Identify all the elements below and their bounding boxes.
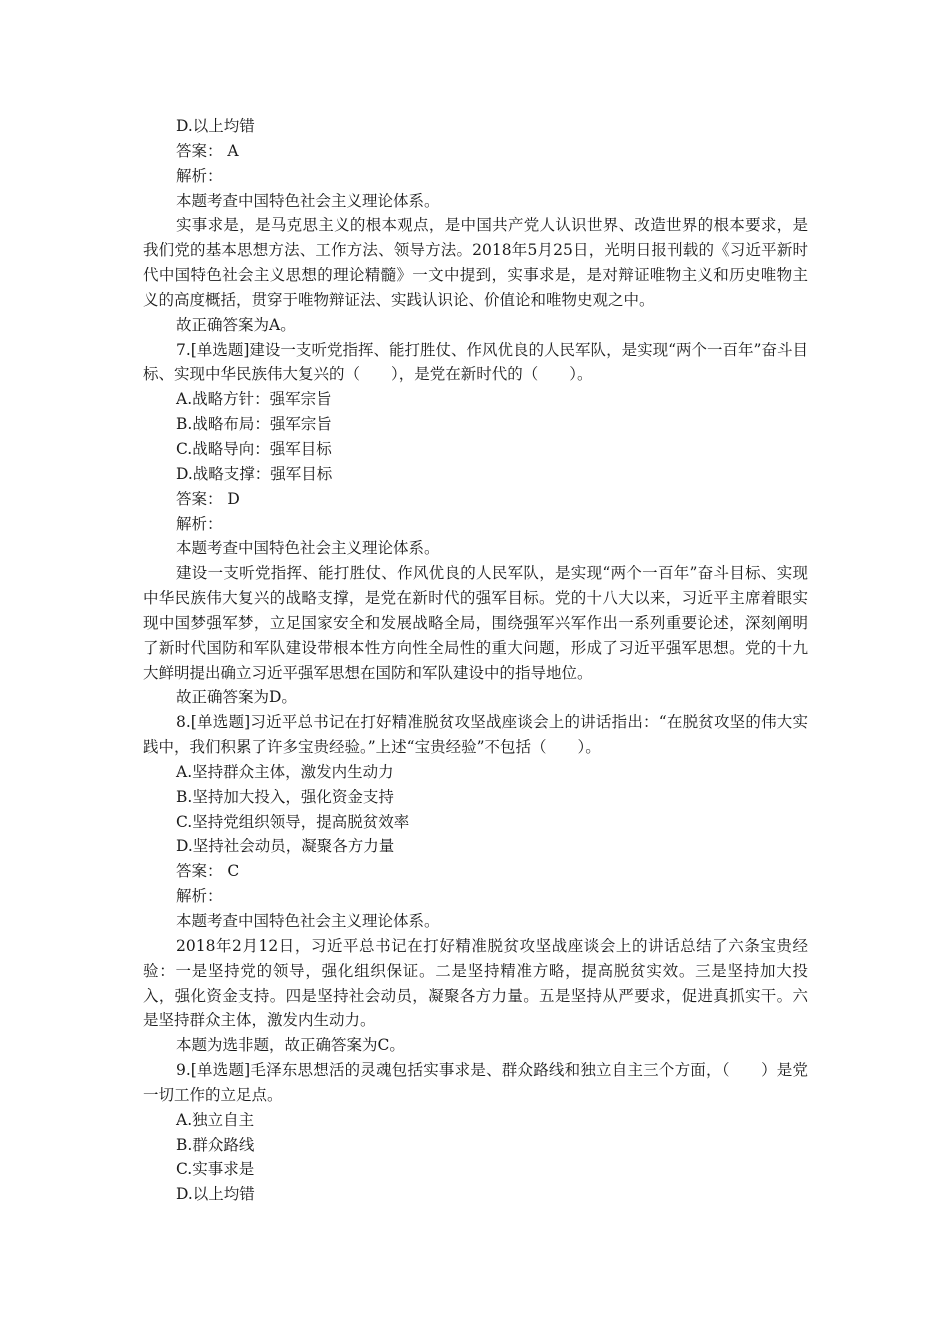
q6-analysis-topic: 本题考查中国特色社会主义理论体系。: [176, 191, 440, 210]
q7-analysis-topic: 本题考查中国特色社会主义理论体系。: [176, 539, 440, 558]
q9-option-c: C.实事求是: [176, 1160, 255, 1179]
q7-option-d: D.战略支撑：强军目标: [176, 464, 333, 483]
q8-option-b: B.坚持加大投入，强化资金支持: [176, 787, 394, 806]
q7-option-b: B.战略布局：强军宗旨: [176, 415, 332, 434]
q6-answer: 答案： A: [176, 141, 239, 160]
q7-option-c: C.战略导向：强军目标: [176, 439, 332, 458]
q9-option-a: A.独立自主: [176, 1110, 255, 1129]
q7-answer: 答案： D: [176, 489, 240, 508]
q8-analysis-topic: 本题考查中国特色社会主义理论体系。: [176, 912, 440, 930]
q8-answer: 答案： C: [176, 862, 240, 881]
q8-option-d: D.坚持社会动员，凝聚各方力量: [176, 837, 395, 856]
q7-option-a: A.战略方针：强军宗旨: [176, 390, 332, 409]
q6-conclusion: 故正确答案为A。: [176, 315, 296, 334]
q8-option-a: A.坚持群众主体，激发内生动力: [176, 762, 394, 781]
q7-conclusion: 故正确答案为D。: [176, 688, 297, 707]
q8-conclusion: 本题为选非题，故正确答案为C。: [176, 1036, 405, 1055]
q7-analysis-label: 解析：: [176, 514, 223, 533]
q9-option-b: B.群众路线: [176, 1135, 255, 1154]
q6-analysis-body: 实事求是，是马克思主义的根本观点，是中国共产党人认识世界、改造世界的根本要求，是我们党的基本思想方法、工作方法、领导方法。2018年5月25日，光明日报刊载的《习近平新时代中国特色社会主义思想的理论精髓》一文中提到，实事求是，是对辩证唯物主义和历史唯物主义的高度概括，贯穿于唯物辩证法、实践认识论、价值论和唯物史观之中。: [143, 216, 808, 309]
q6-option-d: D.以上均错: [176, 117, 255, 135]
q7-stem: 7.[单选题]建设一支听党指挥、能打胜仗、作风优良的人民军队，是实现“两个一百年”奋斗目标、实现中华民族伟大复兴的（ ），是党在新时代的（ ）。: [143, 340, 808, 384]
q8-analysis-label: 解析：: [176, 887, 223, 906]
q6-analysis-label: 解析：: [176, 166, 223, 185]
q7-analysis-body: 建设一支听党指挥、能打胜仗、作风优良的人民军队，是实现“两个一百年”奋斗目标、实现中华民族伟大复兴的战略支撑，是党在新时代的强军目标。党的十八大以来，习近平主席着眼实现中国梦强军梦，立足国家安全和发展战略全局，围绕强军兴军作出一系列重要论述，深刻阐明了新时代国防和军队建设带根本性方向性全局性的重大问题，形成了习近平强军思想。党的十九大鲜明提出确立习近平强军思想在国防和军队建设中的指导地位。: [143, 564, 808, 682]
document-body: [143, 114, 808, 1207]
q8-analysis-body: 2018年2月12日，习近平总书记在打好精准脱贫攻坚战座谈会上的讲话总结了六条宝贵经验：一是坚持党的领导，强化组织保证。二是坚持精准方略，提高脱贫实效。三是坚持加大投入，强化资金支持。四是坚持社会动员，凝聚各方力量。五是坚持从严要求，促进真抓实干。六是坚持群众主体，激发内生动力。: [143, 936, 808, 1030]
q8-stem: 8.[单选题]习近平总书记在打好精准脱贫攻坚战座谈会上的讲话指出：“在脱贫攻坚的伟大实践中，我们积累了许多宝贵经验。”上述“宝贵经验”不包括（ ）。: [143, 713, 808, 757]
q9-option-d: D.以上均错: [176, 1185, 255, 1204]
q9-stem: 9.[单选题]毛泽东思想活的灵魂包括实事求是、群众路线和独立自主三个方面，（ ）是党一切工作的立足点。: [143, 1061, 808, 1104]
q8-option-c: C.坚持党组织领导，提高脱贫效率: [176, 812, 410, 831]
